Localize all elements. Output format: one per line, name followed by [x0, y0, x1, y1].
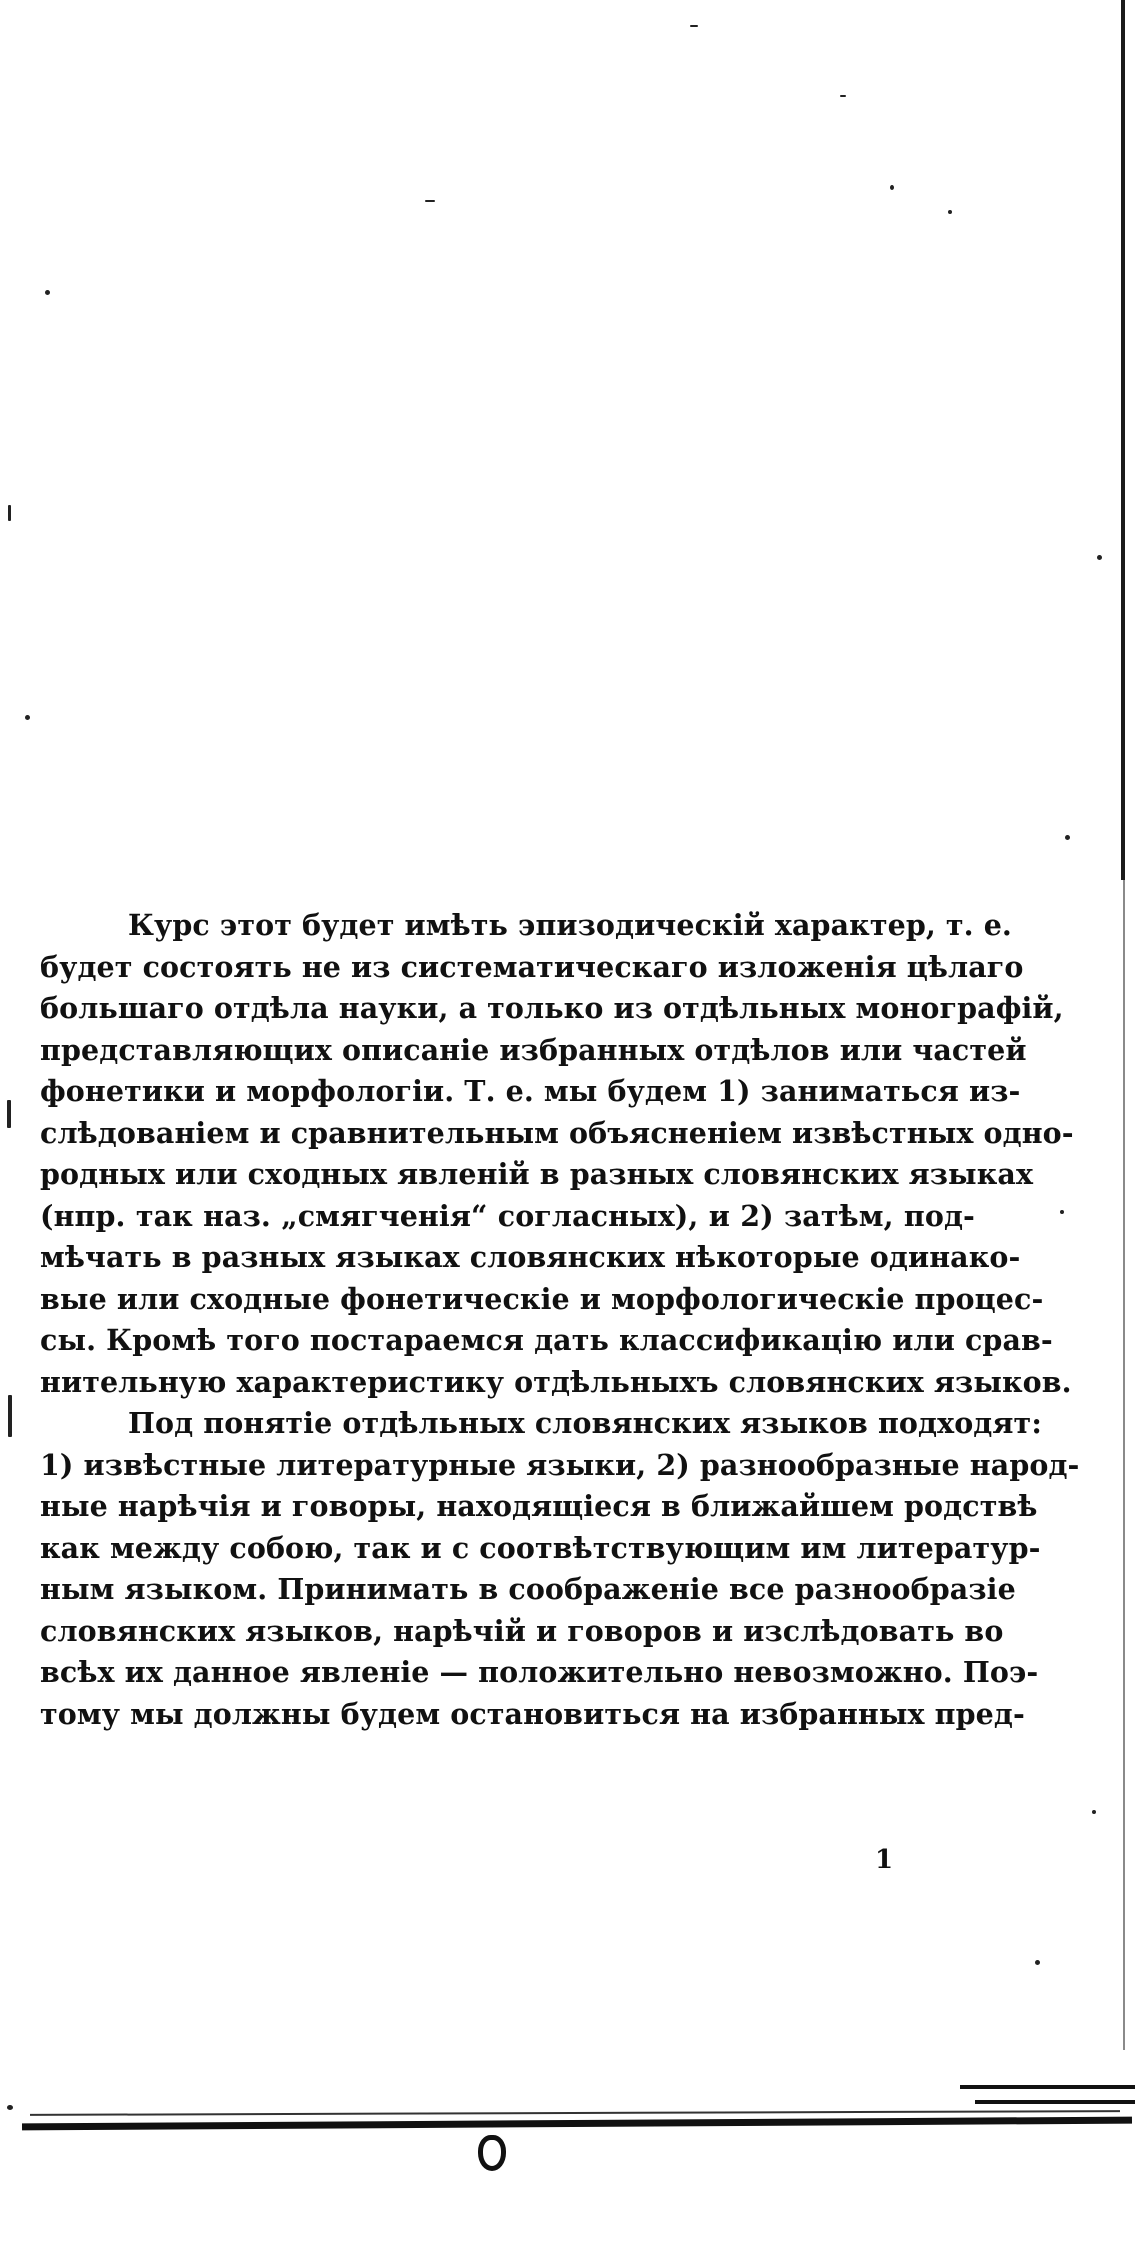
scan-speck	[890, 185, 894, 190]
page-number: 1	[875, 1845, 894, 1875]
text-line: сы. Кромѣ того постараемся дать классификацію или срав-	[40, 1323, 1053, 1357]
text-line: большаго отдѣла науки, а только из отдѣльных монографій,	[40, 991, 1064, 1025]
scan-speck	[1060, 1210, 1064, 1214]
text-line: представляющих описаніе избранных отдѣлов или частей	[40, 1032, 1027, 1067]
scan-speck	[425, 200, 435, 202]
text-line: всѣх их данное явленіе — положительно невозможно. Поэ-	[40, 1655, 1039, 1689]
text-line: вые или сходные фонетическіе и морфологическіе процес-	[40, 1281, 1044, 1316]
page-edge-line	[1121, 0, 1125, 880]
scan-speck	[1092, 1810, 1096, 1814]
text-line: тому мы должны будем остановиться на избранных пред-	[40, 1696, 1025, 1731]
scan-speck	[25, 715, 30, 720]
scan-speck	[948, 210, 952, 214]
scan-speck	[7, 1100, 11, 1128]
page-edge-line-faint	[1123, 880, 1125, 2050]
text-line: (нпр. так наз. „смягченія“ согласных), и 2) затѣм, под-	[40, 1198, 975, 1233]
text-line: как между собою, так и с соотвѣтствующим им литератур-	[40, 1530, 1041, 1565]
text-line: родных или сходных явленій в разных словянских языках	[40, 1157, 1034, 1191]
text-line: ным языком. Принимать в соображеніе все разнообразіе	[40, 1572, 1016, 1606]
scan-speck	[1065, 835, 1070, 840]
text-line: фонетики и морфологіи. Т. е. мы будем 1) заниматься из-	[40, 1074, 1021, 1108]
scan-speck	[840, 95, 846, 97]
text-line: 1) извѣстные литературные языки, 2) разнообразные народ-	[40, 1447, 1080, 1482]
text-line: Курс этот будет имѣть эпизодическій характер, т. е.	[128, 908, 1012, 942]
text-line: словянских языков, нарѣчій и говоров и изслѣдовать во	[40, 1613, 1004, 1648]
scan-speck	[690, 25, 698, 27]
body-text	[40, 905, 1080, 1735]
bottom-scan-rule	[22, 2117, 1132, 2131]
ink-blot	[478, 2135, 506, 2171]
scan-speck	[8, 1395, 12, 1437]
scan-speck	[1097, 555, 1102, 560]
text-line: будет состоять не из систематическаго изложенія цѣлаго	[40, 949, 1024, 984]
scan-speck	[1035, 1960, 1040, 1965]
text-line: Под понятіе отдѣльных словянских языков подходят:	[128, 1406, 1042, 1440]
text-line: нительную характеристику отдѣльныхъ словянских языков.	[40, 1364, 1072, 1399]
text-line: ные нарѣчія и говоры, находящіеся в ближайшем родствѣ	[40, 1489, 1038, 1523]
bottom-scan-mark	[975, 2100, 1135, 2104]
scan-speck	[8, 505, 11, 521]
bottom-scan-mark	[960, 2085, 1135, 2089]
scan-speck	[7, 2105, 13, 2110]
text-line: мѣчать в разных языках словянских нѣкоторые одинако-	[40, 1240, 1021, 1274]
text-line: слѣдованіем и сравнительным объясненіем извѣстных одно-	[40, 1115, 1074, 1150]
bottom-scan-rule-thin	[30, 2110, 1120, 2116]
scan-speck	[45, 290, 50, 295]
